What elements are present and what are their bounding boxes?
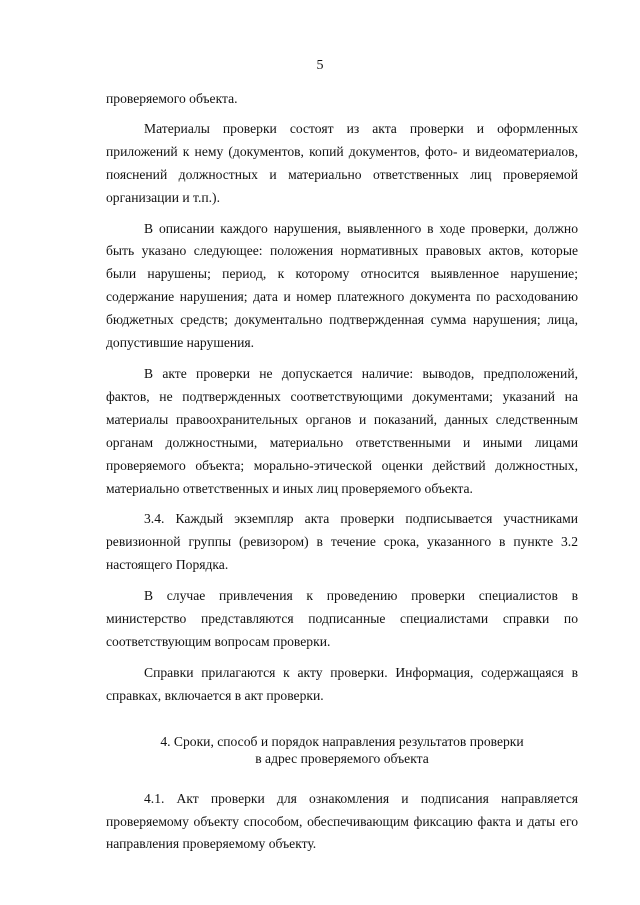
page-number: 5 [316, 58, 324, 73]
section-heading-line-2: в адрес проверяемого объекта [255, 750, 429, 766]
document-body [106, 88, 578, 864]
paragraph-not-allowed: В акте проверки не допускается наличие: выводов, предположений, фактов, не подтвержденных соответствующими документами; указаний на материалы правоохранительных органов и показаний, данных следственным органам должностными, материально ответственными и иными лицами проверяемого объекта; морально-этической оценки действий должностных, материально ответственных и иных лиц проверяемого объекта. [106, 365, 578, 496]
section-heading [106, 733, 578, 767]
paragraph-violation-description: В описании каждого нарушения, выявленного в ходе проверки, должно быть указано следующее: положения нормативных правовых актов, которые были нарушены; период, к которому относится выявленное нарушение; содержание нарушения; дата и номер платежного документа по расходованию бюджетных средств; документально подтвержденная сумма нарушения; лица, допустившие нарушения. [106, 220, 578, 351]
paragraph-materials: Материалы проверки состоят из акта проверки и оформленных приложений к нему (документов, копий документов, фото- и видеоматериалов, пояснений должностных и материально ответственных лиц проверяемой организации и т.п.). [106, 120, 578, 205]
paragraph-certificates: Справки прилагаются к акту проверки. Информация, содержащаяся в справках, включается в акт проверки. [106, 664, 578, 703]
section-heading-line-1: 4. Сроки, способ и порядок направления результатов проверки [160, 733, 524, 749]
paragraph-specialists: В случае привлечения к проведению проверки специалистов в министерство представляются подписанные специалистами справки по соответствующим вопросам проверки. [106, 588, 578, 649]
paragraph-4-1: 4.1. Акт проверки для ознакомления и подписания направляется проверяемому объекту способом, обеспечивающим фиксацию факта и даты его направления проверяемому объекту. [106, 790, 578, 852]
paragraph-continuation: проверяемого объекта. [106, 91, 238, 106]
paragraph-3-4: 3.4. Каждый экземпляр акта проверки подписывается участниками ревизионной группы (ревизором) в течение срока, указанного в пункте 3.2 настоящего Порядка. [106, 511, 578, 573]
